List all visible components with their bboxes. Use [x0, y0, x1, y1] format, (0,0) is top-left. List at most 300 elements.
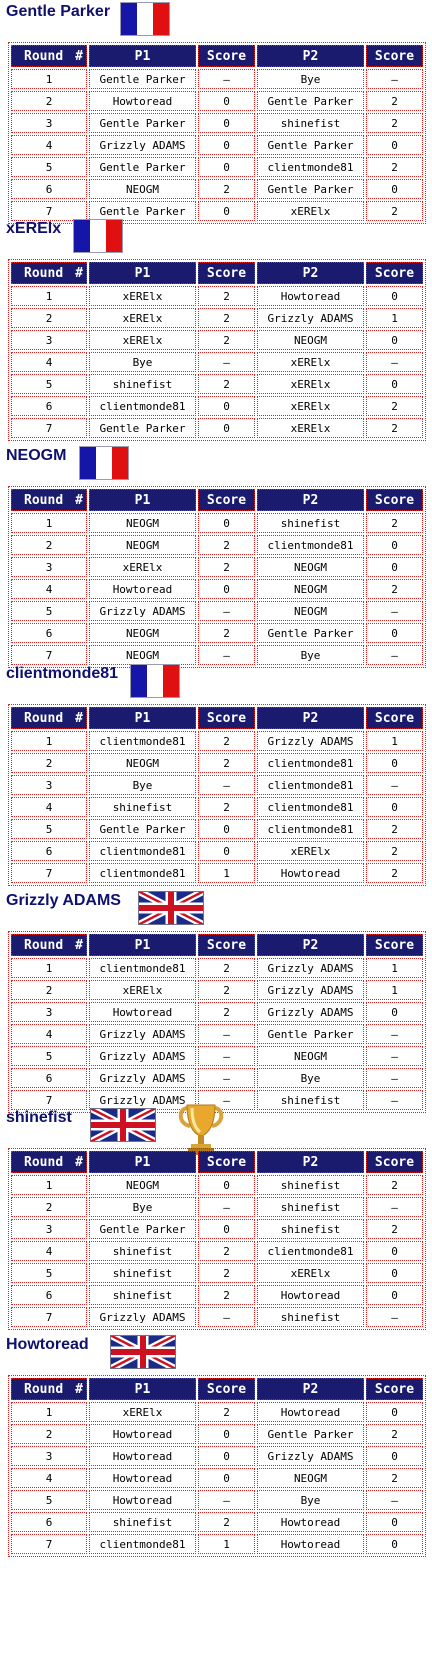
- table-row: [11, 1446, 423, 1466]
- round-cell: 3: [11, 113, 87, 133]
- header-row: [11, 262, 423, 284]
- p2-score-cell: –: [366, 601, 423, 621]
- p1-cell: xERElx: [89, 286, 196, 306]
- round-cell: 7: [11, 1090, 87, 1110]
- table-row: [11, 1241, 423, 1261]
- p2-cell: NEOGM: [257, 579, 364, 599]
- p1-cell: NEOGM: [89, 513, 196, 533]
- p2-cell: Bye: [257, 645, 364, 665]
- p1-cell: xERElx: [89, 308, 196, 328]
- p2-score-cell: 0: [366, 330, 423, 350]
- col-header-p2: P2: [257, 934, 364, 956]
- p1-cell: Grizzly ADAMS: [89, 1046, 196, 1066]
- p1-cell: Howtoread: [89, 1490, 196, 1510]
- table-row: [11, 513, 423, 533]
- round-cell: 4: [11, 352, 87, 372]
- p1-score-cell: 1: [198, 863, 255, 883]
- table-row: [11, 374, 423, 394]
- player-section: [0, 1335, 432, 1551]
- round-cell: 6: [11, 1512, 87, 1532]
- p2-score-cell: 0: [366, 535, 423, 555]
- table-row: [11, 1024, 423, 1044]
- p1-score-cell: 0: [198, 91, 255, 111]
- p2-score-cell: 0: [366, 179, 423, 199]
- p2-score-cell: –: [366, 352, 423, 372]
- p1-cell: NEOGM: [89, 753, 196, 773]
- p2-score-cell: 0: [366, 1263, 423, 1283]
- p2-cell: Grizzly ADAMS: [257, 308, 364, 328]
- p2-cell: xERElx: [257, 841, 364, 861]
- table-row: [11, 1512, 423, 1532]
- col-header-score: Score: [366, 1378, 423, 1400]
- p2-cell: Gentle Parker: [257, 1024, 364, 1044]
- p1-score-cell: 0: [198, 157, 255, 177]
- round-cell: 4: [11, 1468, 87, 1488]
- p1-cell: Gentle Parker: [89, 418, 196, 438]
- table-row: [11, 863, 423, 883]
- table-row: [11, 579, 423, 599]
- p1-score-cell: 2: [198, 753, 255, 773]
- p1-cell: Gentle Parker: [89, 201, 196, 221]
- round-cell: 4: [11, 1024, 87, 1044]
- p2-cell: NEOGM: [257, 557, 364, 577]
- p1-score-cell: 0: [198, 841, 255, 861]
- table-row: [11, 958, 423, 978]
- p2-score-cell: 2: [366, 418, 423, 438]
- player-name: Grizzly ADAMS: [6, 892, 121, 909]
- round-cell: 6: [11, 623, 87, 643]
- p2-score-cell: 0: [366, 1402, 423, 1422]
- france-flag-icon: [130, 664, 180, 703]
- p2-score-cell: 0: [366, 1446, 423, 1466]
- col-header-p2: P2: [257, 489, 364, 511]
- round-cell: 3: [11, 1446, 87, 1466]
- table-row: [11, 69, 423, 89]
- table-row: [11, 841, 423, 861]
- p1-score-cell: 0: [198, 113, 255, 133]
- header-row: [11, 934, 423, 956]
- header-row: [11, 1378, 423, 1400]
- player-header: [0, 446, 432, 480]
- table-row: [11, 535, 423, 555]
- table-row: [11, 557, 423, 577]
- p1-cell: Gentle Parker: [89, 819, 196, 839]
- player-section: [0, 446, 432, 662]
- p1-score-cell: 2: [198, 1512, 255, 1532]
- round-cell: 6: [11, 1285, 87, 1305]
- round-cell: 5: [11, 1263, 87, 1283]
- p2-cell: Bye: [257, 1490, 364, 1510]
- results-table: [8, 1375, 426, 1557]
- table-row: [11, 396, 423, 416]
- p1-cell: NEOGM: [89, 623, 196, 643]
- round-cell: 4: [11, 579, 87, 599]
- p2-score-cell: –: [366, 1024, 423, 1044]
- col-header-round: [11, 489, 87, 511]
- round-cell: 5: [11, 1490, 87, 1510]
- p2-cell: shinefist: [257, 1219, 364, 1239]
- table-row: [11, 157, 423, 177]
- p1-score-cell: 0: [198, 513, 255, 533]
- round-label: Round: [24, 1154, 64, 1170]
- round-cell: 2: [11, 308, 87, 328]
- p2-cell: shinefist: [257, 513, 364, 533]
- table-row: [11, 308, 423, 328]
- round-label: Round: [24, 265, 64, 281]
- p2-cell: xERElx: [257, 352, 364, 372]
- player-header: [0, 664, 432, 698]
- col-header-score: Score: [366, 489, 423, 511]
- round-cell: 4: [11, 135, 87, 155]
- col-header-p1: P1: [89, 262, 196, 284]
- p1-cell: Gentle Parker: [89, 113, 196, 133]
- p2-cell: Bye: [257, 69, 364, 89]
- round-cell: 3: [11, 557, 87, 577]
- table-row: [11, 1263, 423, 1283]
- round-hash: #: [75, 1381, 83, 1397]
- round-cell: 2: [11, 91, 87, 111]
- p1-cell: NEOGM: [89, 645, 196, 665]
- france-flag-icon: [120, 2, 170, 41]
- round-cell: 4: [11, 1241, 87, 1261]
- p2-score-cell: 0: [366, 557, 423, 577]
- p2-cell: Grizzly ADAMS: [257, 1446, 364, 1466]
- p2-cell: NEOGM: [257, 1468, 364, 1488]
- p1-cell: Howtoread: [89, 1424, 196, 1444]
- round-hash: #: [75, 48, 83, 64]
- col-header-score: Score: [366, 1151, 423, 1173]
- results-table: [8, 259, 426, 441]
- col-header-score: Score: [198, 934, 255, 956]
- p2-score-cell: –: [366, 1490, 423, 1510]
- p1-score-cell: 2: [198, 980, 255, 1000]
- france-flag-icon: [79, 446, 129, 485]
- p2-score-cell: –: [366, 1046, 423, 1066]
- p1-score-cell: 0: [198, 418, 255, 438]
- p2-cell: xERElx: [257, 418, 364, 438]
- table-row: [11, 1468, 423, 1488]
- round-cell: 6: [11, 179, 87, 199]
- player-header: [0, 1335, 432, 1369]
- round-cell: 6: [11, 1068, 87, 1088]
- p2-cell: Grizzly ADAMS: [257, 980, 364, 1000]
- p1-score-cell: –: [198, 1090, 255, 1110]
- table-row: [11, 91, 423, 111]
- table-row: [11, 179, 423, 199]
- table-row: [11, 1175, 423, 1195]
- p1-cell: Grizzly ADAMS: [89, 1068, 196, 1088]
- p1-cell: xERElx: [89, 557, 196, 577]
- p2-score-cell: 2: [366, 819, 423, 839]
- col-header-p2: P2: [257, 262, 364, 284]
- p2-score-cell: 0: [366, 1285, 423, 1305]
- table-row: [11, 1307, 423, 1327]
- results-table: [8, 486, 426, 668]
- col-header-p1: P1: [89, 707, 196, 729]
- p2-score-cell: 2: [366, 1424, 423, 1444]
- p2-score-cell: 0: [366, 1534, 423, 1554]
- col-header-round: [11, 934, 87, 956]
- p2-score-cell: –: [366, 1068, 423, 1088]
- p1-score-cell: –: [198, 352, 255, 372]
- p1-score-cell: –: [198, 1490, 255, 1510]
- col-header-p1: P1: [89, 1151, 196, 1173]
- table-row: [11, 819, 423, 839]
- table-row: [11, 753, 423, 773]
- round-cell: 7: [11, 1534, 87, 1554]
- results-table: [8, 931, 426, 1113]
- p1-score-cell: 0: [198, 135, 255, 155]
- round-cell: 6: [11, 841, 87, 861]
- p2-cell: Howtoread: [257, 1534, 364, 1554]
- p1-score-cell: 2: [198, 330, 255, 350]
- p1-score-cell: 2: [198, 623, 255, 643]
- table-row: [11, 1534, 423, 1554]
- round-hash: #: [75, 937, 83, 953]
- p1-score-cell: 0: [198, 396, 255, 416]
- p1-cell: shinefist: [89, 374, 196, 394]
- player-section: [0, 1108, 432, 1324]
- p1-cell: Grizzly ADAMS: [89, 135, 196, 155]
- p1-cell: Grizzly ADAMS: [89, 601, 196, 621]
- p2-cell: Howtoread: [257, 863, 364, 883]
- p1-cell: clientmonde81: [89, 841, 196, 861]
- col-header-p2: P2: [257, 1378, 364, 1400]
- round-cell: 7: [11, 201, 87, 221]
- col-header-p1: P1: [89, 45, 196, 67]
- p1-cell: clientmonde81: [89, 1534, 196, 1554]
- round-cell: 2: [11, 535, 87, 555]
- round-cell: 1: [11, 958, 87, 978]
- p2-cell: Grizzly ADAMS: [257, 731, 364, 751]
- p2-score-cell: –: [366, 69, 423, 89]
- col-header-p2: P2: [257, 1151, 364, 1173]
- p1-score-cell: 2: [198, 535, 255, 555]
- round-label: Round: [24, 937, 64, 953]
- p1-score-cell: 1: [198, 1534, 255, 1554]
- round-cell: 1: [11, 731, 87, 751]
- p1-score-cell: 2: [198, 1263, 255, 1283]
- p2-score-cell: 2: [366, 1175, 423, 1195]
- table-row: [11, 775, 423, 795]
- p2-cell: Howtoread: [257, 1402, 364, 1422]
- p1-score-cell: –: [198, 1024, 255, 1044]
- round-hash: #: [75, 492, 83, 508]
- p1-score-cell: 0: [198, 1175, 255, 1195]
- p1-score-cell: 2: [198, 1002, 255, 1022]
- p2-score-cell: –: [366, 1307, 423, 1327]
- p1-score-cell: 2: [198, 797, 255, 817]
- col-header-round: [11, 45, 87, 67]
- p1-score-cell: 0: [198, 819, 255, 839]
- p2-score-cell: 0: [366, 797, 423, 817]
- p1-cell: Grizzly ADAMS: [89, 1090, 196, 1110]
- table-row: [11, 1002, 423, 1022]
- p2-cell: xERElx: [257, 201, 364, 221]
- col-header-p2: P2: [257, 45, 364, 67]
- col-header-round: [11, 707, 87, 729]
- p2-score-cell: 0: [366, 1002, 423, 1022]
- p1-cell: Howtoread: [89, 1002, 196, 1022]
- round-cell: 5: [11, 819, 87, 839]
- p2-cell: clientmonde81: [257, 797, 364, 817]
- p1-score-cell: 2: [198, 1402, 255, 1422]
- player-section: [0, 664, 432, 880]
- results-table: [8, 704, 426, 886]
- p2-score-cell: 1: [366, 980, 423, 1000]
- round-label: Round: [24, 492, 64, 508]
- p1-cell: Grizzly ADAMS: [89, 1024, 196, 1044]
- p2-score-cell: 2: [366, 157, 423, 177]
- col-header-score: Score: [198, 1378, 255, 1400]
- p1-cell: NEOGM: [89, 535, 196, 555]
- uk-flag-icon: [138, 891, 204, 930]
- p2-cell: NEOGM: [257, 601, 364, 621]
- col-header-p1: P1: [89, 489, 196, 511]
- p1-score-cell: –: [198, 69, 255, 89]
- p1-cell: Bye: [89, 1197, 196, 1217]
- table-row: [11, 1490, 423, 1510]
- results-table: [8, 1148, 426, 1330]
- table-row: [11, 797, 423, 817]
- p2-score-cell: 0: [366, 1241, 423, 1261]
- p1-cell: xERElx: [89, 980, 196, 1000]
- player-name: Howtoread: [6, 1336, 89, 1353]
- player-name: NEOGM: [6, 447, 67, 464]
- p1-cell: clientmonde81: [89, 731, 196, 751]
- player-header: [0, 1108, 432, 1142]
- p1-score-cell: 2: [198, 958, 255, 978]
- p2-score-cell: 2: [366, 863, 423, 883]
- p2-cell: xERElx: [257, 1263, 364, 1283]
- table-row: [11, 1046, 423, 1066]
- header-row: [11, 707, 423, 729]
- round-cell: 2: [11, 753, 87, 773]
- p1-cell: Grizzly ADAMS: [89, 1307, 196, 1327]
- p1-cell: clientmonde81: [89, 396, 196, 416]
- p2-cell: clientmonde81: [257, 535, 364, 555]
- table-row: [11, 135, 423, 155]
- p2-cell: Howtoread: [257, 1285, 364, 1305]
- p1-cell: shinefist: [89, 1285, 196, 1305]
- player-section: [0, 891, 432, 1107]
- p1-score-cell: 0: [198, 1219, 255, 1239]
- p2-cell: NEOGM: [257, 330, 364, 350]
- p2-score-cell: 2: [366, 841, 423, 861]
- p2-cell: Grizzly ADAMS: [257, 958, 364, 978]
- col-header-score: Score: [198, 45, 255, 67]
- p1-cell: shinefist: [89, 797, 196, 817]
- round-cell: 7: [11, 1307, 87, 1327]
- p2-cell: Gentle Parker: [257, 179, 364, 199]
- p1-score-cell: 2: [198, 374, 255, 394]
- uk-flag-icon: [110, 1335, 176, 1374]
- p2-cell: clientmonde81: [257, 1241, 364, 1261]
- col-header-score: Score: [366, 262, 423, 284]
- table-row: [11, 1197, 423, 1217]
- p2-score-cell: 2: [366, 1219, 423, 1239]
- table-row: [11, 1219, 423, 1239]
- p1-score-cell: 2: [198, 179, 255, 199]
- p2-score-cell: –: [366, 1197, 423, 1217]
- p1-cell: NEOGM: [89, 1175, 196, 1195]
- round-cell: 3: [11, 330, 87, 350]
- p2-cell: Gentle Parker: [257, 91, 364, 111]
- col-header-score: Score: [198, 262, 255, 284]
- p1-score-cell: 0: [198, 1468, 255, 1488]
- p1-cell: clientmonde81: [89, 863, 196, 883]
- round-cell: 1: [11, 69, 87, 89]
- col-header-round: [11, 1151, 87, 1173]
- p2-cell: shinefist: [257, 1307, 364, 1327]
- p1-cell: Howtoread: [89, 1446, 196, 1466]
- player-header: [0, 2, 432, 36]
- p1-score-cell: 2: [198, 1241, 255, 1261]
- p2-cell: Gentle Parker: [257, 1424, 364, 1444]
- round-cell: 3: [11, 775, 87, 795]
- uk-flag-icon: [90, 1108, 156, 1147]
- p1-cell: Bye: [89, 775, 196, 795]
- p2-cell: Howtoread: [257, 286, 364, 306]
- p2-cell: clientmonde81: [257, 157, 364, 177]
- table-row: [11, 980, 423, 1000]
- round-cell: 5: [11, 157, 87, 177]
- player-section: [0, 219, 432, 435]
- round-cell: 3: [11, 1219, 87, 1239]
- col-header-score: Score: [198, 1151, 255, 1173]
- table-row: [11, 352, 423, 372]
- round-cell: 7: [11, 863, 87, 883]
- p1-score-cell: –: [198, 1068, 255, 1088]
- p1-cell: Gentle Parker: [89, 157, 196, 177]
- p2-score-cell: 0: [366, 623, 423, 643]
- p2-cell: Grizzly ADAMS: [257, 1002, 364, 1022]
- p2-score-cell: –: [366, 775, 423, 795]
- p2-score-cell: –: [366, 645, 423, 665]
- p2-score-cell: –: [366, 1090, 423, 1110]
- round-cell: 1: [11, 286, 87, 306]
- p2-score-cell: 0: [366, 374, 423, 394]
- p2-cell: shinefist: [257, 1175, 364, 1195]
- p2-score-cell: 0: [366, 753, 423, 773]
- p2-cell: Bye: [257, 1068, 364, 1088]
- p1-cell: Gentle Parker: [89, 1219, 196, 1239]
- p1-cell: clientmonde81: [89, 958, 196, 978]
- p1-cell: Gentle Parker: [89, 69, 196, 89]
- col-header-score: Score: [198, 489, 255, 511]
- table-row: [11, 201, 423, 221]
- col-header-round: [11, 262, 87, 284]
- p1-cell: xERElx: [89, 1402, 196, 1422]
- p1-score-cell: 0: [198, 201, 255, 221]
- p1-cell: Howtoread: [89, 579, 196, 599]
- p1-cell: Howtoread: [89, 1468, 196, 1488]
- p2-cell: xERElx: [257, 374, 364, 394]
- table-row: [11, 330, 423, 350]
- table-row: [11, 601, 423, 621]
- p2-score-cell: 2: [366, 513, 423, 533]
- player-name: xERElx: [6, 220, 62, 237]
- p2-cell: shinefist: [257, 1197, 364, 1217]
- col-header-p1: P1: [89, 1378, 196, 1400]
- table-row: [11, 1424, 423, 1444]
- p1-score-cell: 2: [198, 731, 255, 751]
- p1-score-cell: –: [198, 601, 255, 621]
- round-label: Round: [24, 710, 64, 726]
- col-header-p1: P1: [89, 934, 196, 956]
- p2-score-cell: 1: [366, 958, 423, 978]
- round-cell: 4: [11, 797, 87, 817]
